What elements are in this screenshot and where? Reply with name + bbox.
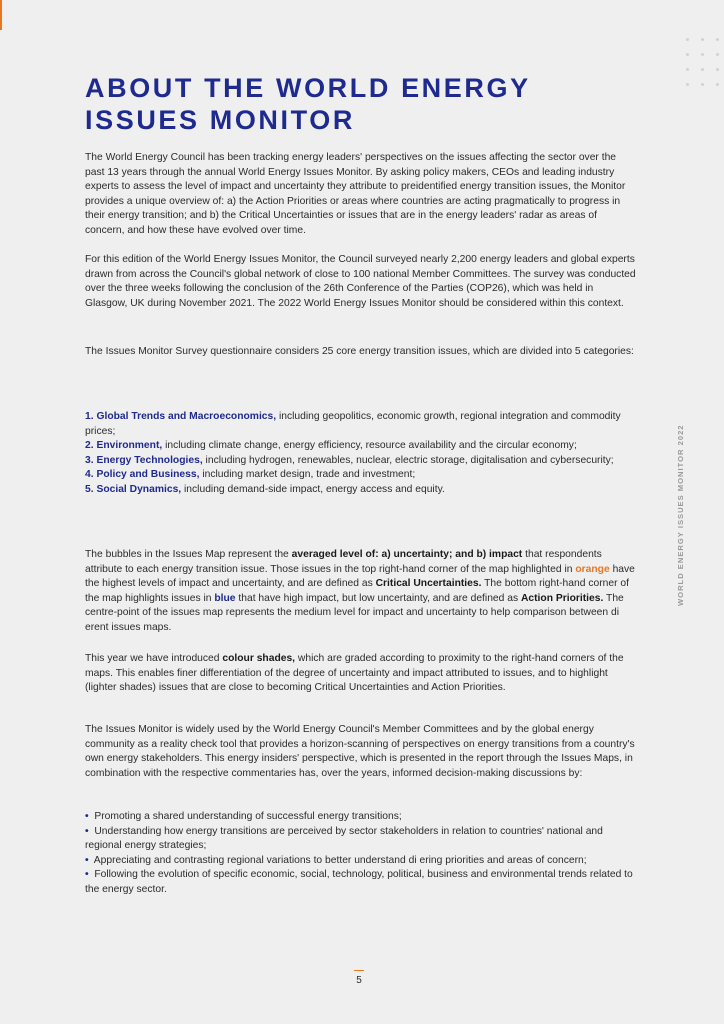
category-item	[85, 454, 637, 469]
bullet-icon: •	[85, 869, 89, 881]
category-label: 2. Environment,	[85, 440, 163, 452]
dot	[716, 53, 719, 56]
dot	[701, 53, 704, 56]
page-number: 5	[356, 975, 362, 986]
category-item	[85, 483, 637, 498]
text-run: that have high impact, but low uncertainty, and are defined as	[235, 592, 521, 604]
dot	[716, 38, 719, 41]
dot	[686, 38, 689, 41]
text-run: have the highest levels of impact and uncertainty, and are defined as	[85, 563, 635, 590]
dot	[686, 68, 689, 71]
text-run-bold: Critical Uncertainties.	[375, 578, 482, 590]
text-run-bold: averaged level of: a) uncertainty; and b) impact	[291, 549, 523, 560]
bullet-icon: •	[85, 811, 89, 822]
dot	[701, 68, 704, 71]
dot	[686, 53, 689, 56]
dot	[716, 83, 719, 86]
decorative-dot-grid	[686, 38, 724, 86]
category-label: 1. Global Trends and Macroeconomics,	[85, 411, 277, 422]
side-running-title: WORLD ENERGY ISSUES MONITOR 2022	[676, 424, 685, 606]
bullet-text: Appreciating and contrasting regional variations to better understand di ering priorities and areas of concern;	[93, 854, 587, 866]
text-run: The bottom right-hand corner of the map highlights issues in	[85, 578, 629, 604]
text-run: The centre-point of the issues map represents the medium level for impact and uncertainty to help comparison between di erent issues maps.	[85, 592, 624, 633]
paragraph-categories-intro: The Issues Monitor Survey questionnaire considers 25 core energy transition issues, which are divided into 5 categories:	[85, 346, 634, 357]
page-number-accent	[354, 970, 364, 971]
bullet-item	[85, 868, 637, 897]
category-label: 3. Energy Technologies,	[85, 454, 203, 466]
dot	[701, 38, 704, 41]
edge-accent-bar	[0, 0, 2, 30]
paragraph-survey: For this edition of the World Energy Issues Monitor, the Council surveyed nearly 2,200 energy leaders and global experts drawn from across the Council's global network of close to 100 national Member Committees. The survey was conducted over the three weeks following the conclusion of the 26th Conference of the Parties (COP26), which was held in Glasgow, UK during November 2021. The 2022 World Energy Issues Monitor should be considered within this context.	[85, 254, 636, 309]
text-run: which are graded according to proximity to the right-hand corners of the maps. This enables finer differentiation of the degree of uncertainty and impact attributed to issues, and to highlight (lighter shades) issues that are close to becoming Critical Uncertainties and Action Priorities.	[85, 653, 624, 694]
category-text: including geopolitics, economic growth, regional integration and commodity prices;	[85, 411, 621, 437]
text-run-blue: blue	[214, 592, 236, 604]
category-text: including market design, trade and investment;	[199, 469, 416, 481]
bullet-item	[85, 810, 637, 825]
paragraph-intro: The World Energy Council has been tracking energy leaders' perspectives on the issues affecting the sector over the past 13 years through the annual World Energy Issues Monitor. By asking policy makers, CEOs and leading industry experts to assess the level of impact and uncertainty they attribute to preidentified energy transition issues, the Monitor provides a unique overview of: a) the Action Priorities or areas where countries are acting pragmatically to progress in their energy transition; and b) the Critical Uncertainties or issues that are in the energy leaders' radar as areas of concern, and how these have evolved over time.	[85, 152, 626, 236]
dot	[716, 68, 719, 71]
bullet-icon: •	[85, 825, 89, 837]
bullet-item	[85, 854, 637, 869]
category-list	[85, 410, 637, 498]
bullet-list	[85, 810, 637, 898]
text-run: that respondents attribute to each energy transition issue. Those issues in the top right-hand corner of the map highlighted in	[85, 549, 602, 575]
page-title: ABOUT THE WORLD ENERGY ISSUES MONITOR	[85, 73, 531, 135]
category-item	[85, 468, 637, 483]
dot	[686, 83, 689, 86]
bullet-text: Understanding how energy transitions are perceived by sector stakeholders in relation to countries' national and regional energy strategies;	[85, 825, 603, 852]
paragraph-issues-map	[85, 548, 637, 636]
category-item	[85, 410, 637, 439]
paragraph-colour-shades	[85, 652, 637, 696]
bullet-item	[85, 825, 637, 854]
text-run-bold: Action Priorities.	[520, 592, 604, 604]
category-text: including climate change, energy efficiency, resource availability and the circular economy;	[162, 440, 577, 452]
category-label: 4. Policy and Business,	[85, 469, 200, 481]
dot	[701, 83, 704, 86]
bullet-text: Promoting a shared understanding of successful energy transitions;	[94, 811, 402, 822]
text-run-orange: orange	[575, 563, 610, 575]
category-text: including demand-side impact, energy access and equity.	[181, 483, 445, 495]
category-item	[85, 439, 637, 454]
category-text: including hydrogen, renewables, nuclear, electric storage, digitalisation and cybersecurity;	[202, 454, 614, 466]
category-label: 5. Social Dynamics,	[85, 483, 182, 495]
paragraph-usage: The Issues Monitor is widely used by the World Energy Council's Member Committees and by the global energy community as a reality check tool that provides a horizon-scanning of perspectives on energy transitions from a country's own energy stakeholders. This energy insiders' perspective, which is presented in the report through the Issues Maps, in combination with the respective commentaries has, over the years, informed decision-making discussions by:	[85, 724, 635, 779]
bullet-text: Following the evolution of specific economic, social, technology, political, business and environmental trends related to the energy sector.	[85, 869, 633, 895]
bullet-icon: •	[85, 854, 89, 866]
text-run-bold: colour shades,	[222, 653, 296, 664]
text-run: The bubbles in the Issues Map represent the	[85, 549, 292, 560]
text-run: This year we have introduced	[85, 653, 223, 664]
